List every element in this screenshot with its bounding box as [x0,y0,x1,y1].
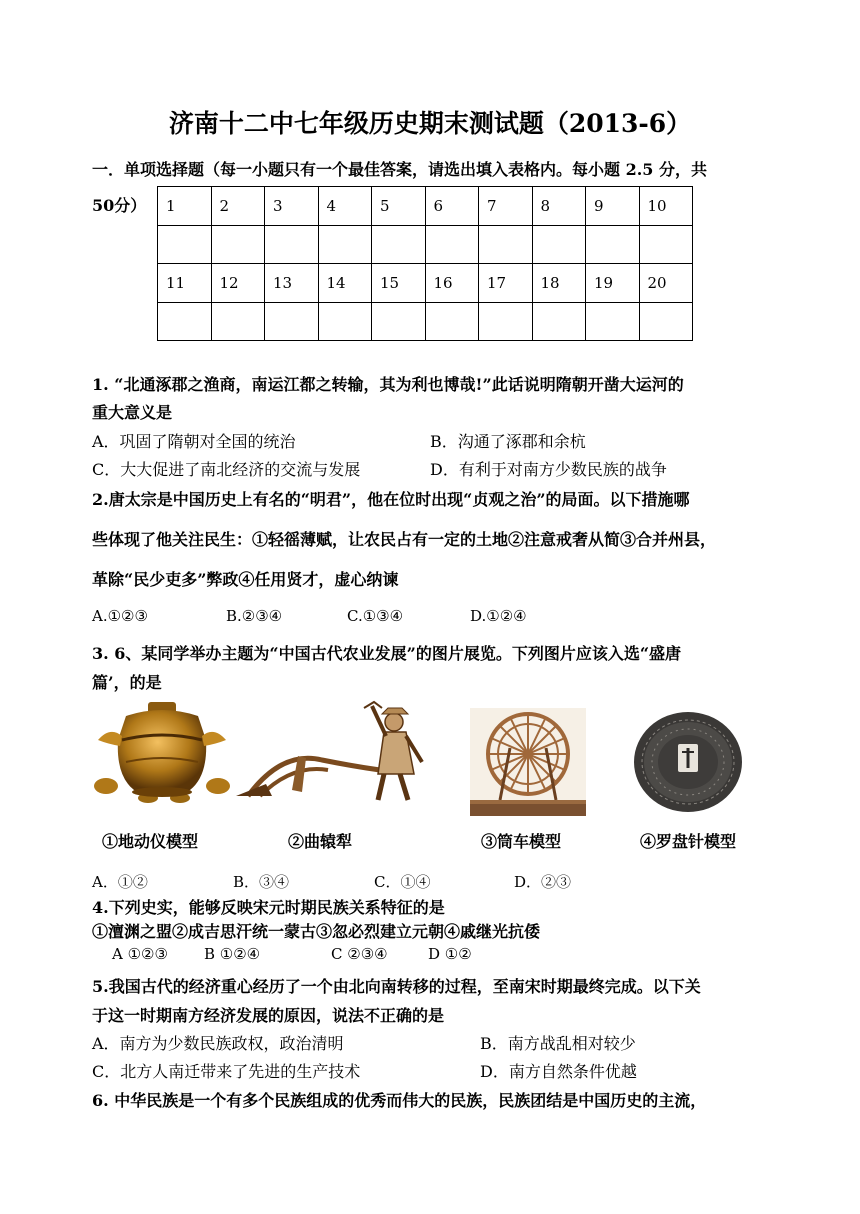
answer-cell-label: 1 [158,187,212,226]
section-heading-cont: 50分） [92,196,147,215]
answer-cell[interactable] [265,225,319,264]
answer-cell-label: 2 [211,187,265,226]
answer-cell[interactable] [318,302,372,341]
q2-option-d: D.①②④ [470,607,527,625]
answer-cell[interactable] [532,302,586,341]
answer-cell[interactable] [425,302,479,341]
q4-option-c: C ②③④ [331,945,388,963]
q2-stem-cont: 些体现了他关注民生：①轻徭薄赋，让农民占有一定的土地②注意戒奢从简③合并州县， [92,530,717,549]
answer-cell[interactable] [586,225,640,264]
q1-option-a: A．巩固了隋朝对全国的统治 [92,432,296,451]
answer-cell-label: 5 [372,187,426,226]
q1-option-c: C．大大促进了南北经济的交流与发展 [92,460,361,479]
q2-stem: 2.唐太宗是中国历史上有名的“明君”，他在位时出现“贞观之治”的局面。以下措施哪 [92,490,690,509]
answer-cell-label: 9 [586,187,640,226]
table-row [158,302,693,341]
q3-option-d: D．②③ [514,873,572,891]
q5-option-c: C．北方人南迁带来了先进的生产技术 [92,1062,361,1081]
page-title: 济南十二中七年级历史期末测试题（2013-6） [168,109,692,138]
answer-cell-label: 18 [532,264,586,303]
answer-cell-label: 7 [479,187,533,226]
table-row [158,187,693,226]
answer-cell-label: 17 [479,264,533,303]
answer-cell[interactable] [211,225,265,264]
q3-caption-2: ②曲辕犁 [288,832,353,851]
q2-stem-cont2: 革除“民少吏多”弊政④任用贤才，虚心纳谏 [92,570,399,589]
answer-cell-label: 10 [639,187,693,226]
answer-cell-label: 8 [532,187,586,226]
answer-cell-label: 6 [425,187,479,226]
q1-option-b: B．沟通了涿郡和余杭 [430,432,586,451]
section-heading: 一．单项选择题（每一小题只有一个最佳答案，请选出填入表格内。每小题 2.5 分，共 [92,160,707,179]
q1-stem-cont: 重大意义是 [92,403,173,422]
q2-option-a: A.①②③ [92,607,148,625]
q5-stem-cont: 于这一时期南方经济发展的原因，说法不正确的是 [92,1006,445,1025]
q1-option-d: D．有利于对南方少数民族的战争 [430,460,667,479]
answer-cell-label: 11 [158,264,212,303]
answer-cell-label: 15 [372,264,426,303]
answer-cell[interactable] [211,302,265,341]
q5-option-a: A．南方为少数民族政权，政治清明 [92,1034,344,1053]
answer-cell-label: 16 [425,264,479,303]
q3-stem-cont: 篇’，的是 [92,673,162,692]
q3-option-b: B．③④ [233,873,290,891]
answer-cell[interactable] [639,225,693,264]
answer-cell-label: 19 [586,264,640,303]
q3-option-a: A．①② [92,873,148,891]
q2-option-b: B.②③④ [226,607,283,625]
answer-cell-label: 13 [265,264,319,303]
q3-caption-4: ④罗盘针模型 [640,832,737,851]
table-row [158,264,693,303]
answer-cell-label: 12 [211,264,265,303]
q3-caption-3: ③筒车模型 [481,832,562,851]
answer-cell[interactable] [586,302,640,341]
plough-image [232,700,438,804]
answer-table [157,186,693,341]
q4-items: ①澶渊之盟②成吉思汗统一蒙古③忽必烈建立元朝④戚继光抗倭 [92,922,541,941]
answer-cell[interactable] [372,225,426,264]
q3-caption-1: ①地动仪模型 [102,832,199,851]
answer-cell[interactable] [479,225,533,264]
q4-option-a: A ①②③ [112,945,168,963]
answer-cell[interactable] [318,225,372,264]
table-row [158,225,693,264]
answer-cell[interactable] [265,302,319,341]
answer-cell-label: 20 [639,264,693,303]
answer-cell[interactable] [425,225,479,264]
compass-image [630,708,746,816]
answer-cell-label: 4 [318,187,372,226]
answer-cell[interactable] [639,302,693,341]
q5-option-b: B．南方战乱相对较少 [480,1034,636,1053]
q5-stem: 5.我国古代的经济重心经历了一个由北向南转移的过程，至南宋时期最终完成。以下关 [92,977,701,996]
answer-cell[interactable] [158,302,212,341]
q3-stem: 3. 6、某同学举办主题为“中国古代农业发展”的图片展览。下列图片应该入选“盛唐 [92,644,682,663]
q4-option-d: D ①② [428,945,472,963]
answer-cell[interactable] [479,302,533,341]
answer-cell[interactable] [372,302,426,341]
q6-stem: 6. 中华民族是一个有多个民族组成的优秀而伟大的民族，民族团结是中国历史的主流， [92,1091,707,1110]
answer-cell[interactable] [158,225,212,264]
seismograph-image [92,700,232,804]
q5-option-d: D．南方自然条件优越 [480,1062,637,1081]
waterwheel-image [470,708,586,816]
q3-option-c: C．①④ [374,873,431,891]
answer-cell-label: 3 [265,187,319,226]
answer-cell-label: 14 [318,264,372,303]
q1-stem: 1. “北通涿郡之渔商，南运江都之转输，其为利也博哉!”此话说明隋朝开凿大运河的 [92,375,684,394]
answer-cell[interactable] [532,225,586,264]
q2-option-c: C.①③④ [347,607,404,625]
q4-option-b: B ①②④ [204,945,261,963]
q4-stem: 4.下列史实，能够反映宋元时期民族关系特征的是 [92,898,445,917]
